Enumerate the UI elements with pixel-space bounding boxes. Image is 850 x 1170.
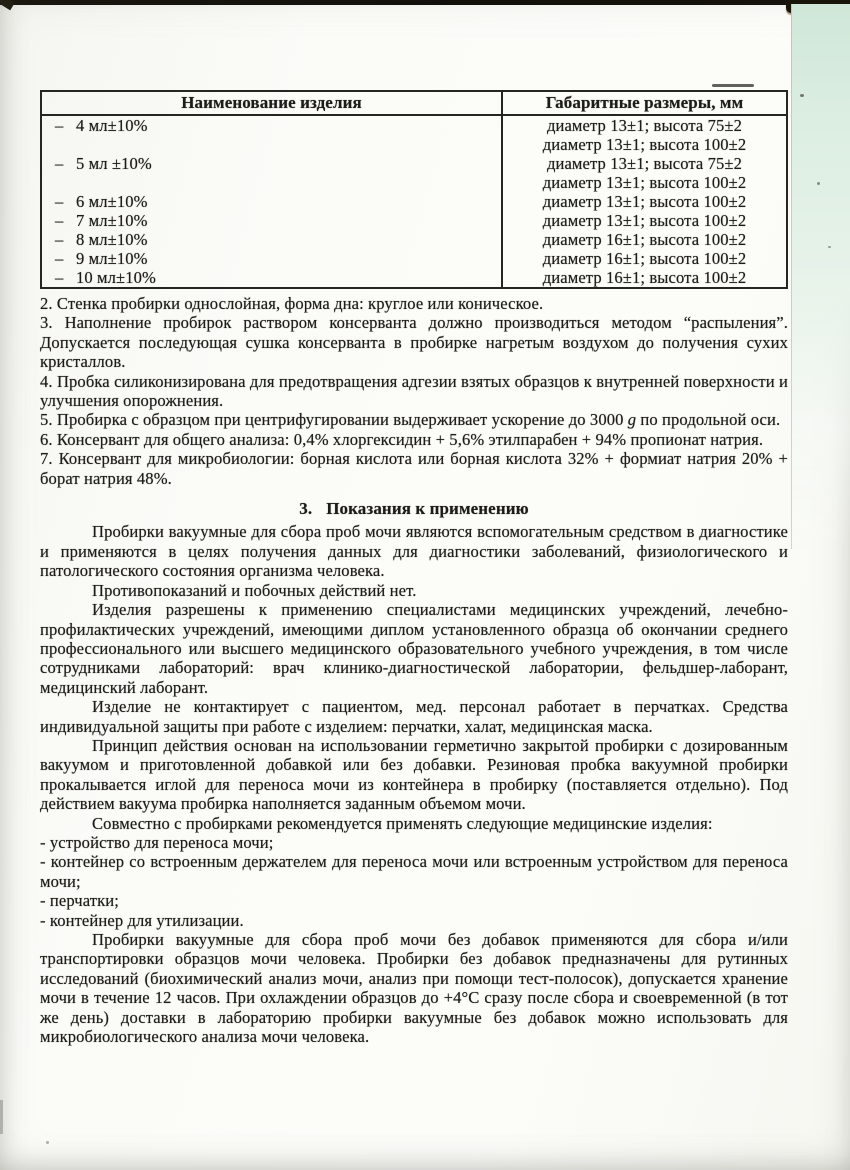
clause-5-g-symbol: g <box>627 410 637 430</box>
dimensions-cell <box>503 116 786 154</box>
clause-4: 4. Пробка силиконизирована для предотвращения адгезии взятых образцов к внутренней поверхности и улучшения опорожнения. <box>40 371 788 411</box>
table-row <box>42 249 786 268</box>
clause-6: 6. Консервант для общего анализа: 0,4% хлоргексидин + 5,6% этилпарабен + 94% пропионат натрия. <box>40 429 764 449</box>
dimension-line: диаметр 16±1; высота 100±2 <box>542 249 747 268</box>
clause-5-text: по продольной оси. <box>636 410 781 430</box>
table-row <box>42 192 786 211</box>
product-name-cell <box>42 211 503 230</box>
scan-speck <box>817 182 820 185</box>
product-name-cell <box>42 116 503 154</box>
product-name-cell <box>42 249 503 268</box>
clause-2: 2. Стенка пробирки однослойная, форма дна: круглое или коническое. <box>40 294 544 313</box>
list-dash: – <box>55 268 64 287</box>
paragraph: Пробирки вакуумные для сбора проб мочи без добавок применяются для сбора и/или транспортировки образцов мочи человека. Пробирки без добавок предназначены для рутинных исследований (биохимический анализ мочи, анализ при помощи тест-полосок), допускается хранение мочи в течение 12 часов. При охлаждении образцов до +4°C сразу после сбора и своевременной (в тот же день) доставки в лабораторию пробирки вакуумные без добавок можно использовать для микробиологического анализа мочи человека. <box>40 930 788 1047</box>
product-volume: 5 мл ±10% <box>76 154 152 173</box>
scan-top-edge <box>0 0 850 5</box>
dimension-line: диаметр 13±1; высота 75±2 <box>546 116 743 135</box>
paragraph: Принцип действия основан на использовании герметично закрытой пробирки с дозированным вакуумом и приготовленной добавкой или без добавки. Резиновая пробка вакуумной пробирки прокалывается иглой для переноса мочи из контейнера в пробирку (поставляется отдельно). Под действием вакуума пробирка наполняется заданным объемом мочи. <box>40 735 788 814</box>
dimension-line: диаметр 13±1; высота 75±2 <box>546 154 743 173</box>
dimensions-cell <box>503 249 786 268</box>
list-item: - контейнер со встроенным держателем для переноса мочи или встроенным устройством для переноса мочи; <box>40 852 788 891</box>
list-dash: – <box>55 249 64 268</box>
scan-speck <box>800 94 804 97</box>
table-row <box>42 230 786 249</box>
product-name-cell <box>42 154 503 192</box>
scan-top-left-mark <box>0 0 15 10</box>
paragraph: Пробирки вакуумные для сбора проб мочи являются вспомогательным средством в диагностике и применяются в целях получения данных для диагностики заболеваний, физиологического и патологического состояния организма человека. <box>40 522 788 581</box>
product-volume: 7 мл±10% <box>76 211 148 230</box>
dimension-line: диаметр 13±1; высота 100±2 <box>542 192 747 211</box>
paragraph: Изделие не контактирует с пациентом, мед. персонал работает в перчатках. Средства индивидуальной защиты при работе с изделием: перчатки, халат, медицинская маска. <box>40 697 788 736</box>
scan-left-streak <box>0 1100 3 1134</box>
table-row <box>42 268 786 287</box>
section-heading <box>40 499 788 518</box>
product-volume: 10 мл±10% <box>76 268 156 287</box>
scan-smudge <box>712 84 754 87</box>
document-content <box>40 90 788 1046</box>
product-name-cell <box>42 230 503 249</box>
clause-5 <box>40 410 788 429</box>
scan-right-edge-tint <box>791 4 850 549</box>
paragraph: Противопоказаний и побочных действий нет. <box>92 580 417 600</box>
paragraph: Изделия разрешены к применению специалистами медицинских учреждений, лечебно-профилактических учреждений, имеющими диплом установленного образца об окончании среднего профессионального или высшего медицинского образовательного учебного учреждения, в том числе сотрудниками лабораторий: врач клинико-диагностической лаборатории, фельдшер-лаборант, медицинский лаборант. <box>40 600 788 697</box>
dimensions-cell <box>503 230 786 249</box>
dimension-line: диаметр 16±1; высота 100±2 <box>542 230 747 249</box>
table-row <box>42 154 786 192</box>
scan-speck <box>828 246 831 248</box>
product-volume: 9 мл±10% <box>76 249 148 268</box>
table-row <box>42 116 786 154</box>
paragraph: Совместно с пробирками рекомендуется применять следующие медицинские изделия: <box>92 813 713 833</box>
section-body <box>40 522 788 1046</box>
list-item: - контейнер для утилизации. <box>40 910 244 930</box>
dimension-line: диаметр 13±1; высота 100±2 <box>542 135 747 154</box>
list-dash: – <box>55 192 64 211</box>
product-volume: 4 мл±10% <box>76 116 148 135</box>
section-number: 3. <box>299 499 313 519</box>
dimensions-cell <box>503 192 786 211</box>
list-dash: – <box>55 211 64 230</box>
product-volume: 6 мл±10% <box>76 192 148 211</box>
table-row <box>42 211 786 230</box>
product-dimensions-table <box>40 90 788 289</box>
table-header-row <box>42 92 786 116</box>
table-header-dimensions: Габаритные размеры, мм <box>545 93 744 112</box>
list-dash: – <box>55 116 64 135</box>
list-item: - устройство для переноса мочи; <box>40 832 274 852</box>
dimension-line: диаметр 16±1; высота 100±2 <box>542 268 747 287</box>
dimensions-cell <box>503 154 786 192</box>
product-name-cell <box>42 268 503 287</box>
list-dash: – <box>55 154 64 173</box>
dimension-line: диаметр 13±1; высота 100±2 <box>542 173 747 192</box>
dimensions-cell <box>503 211 786 230</box>
section-title: Показания к применению <box>326 499 529 519</box>
product-volume: 8 мл±10% <box>76 230 148 249</box>
scan-speck <box>46 1141 49 1144</box>
list-item: - перчатки; <box>40 891 119 911</box>
product-name-cell <box>42 192 503 211</box>
dimensions-cell <box>503 268 786 287</box>
list-dash: – <box>55 230 64 249</box>
clause-3: 3. Наполнение пробирок раствором консерванта должно производиться методом “распыления”. Допускается последующая сушка консерванта в пробирке нагретым воздухом до получения сухих кристаллов. <box>40 313 788 372</box>
dimension-line: диаметр 13±1; высота 100±2 <box>542 211 747 230</box>
technical-clauses <box>40 294 788 488</box>
table-header-product-name: Наименование изделия <box>42 92 503 114</box>
clause-7: 7. Консервант для микробиологии: борная кислота или борная кислота 32% + формиат натрия 20% + борат натрия 48%. <box>40 449 788 488</box>
clause-5-text: 5. Пробирка с образцом при центрифугировании выдерживает ускорение до 3000 <box>40 410 628 430</box>
